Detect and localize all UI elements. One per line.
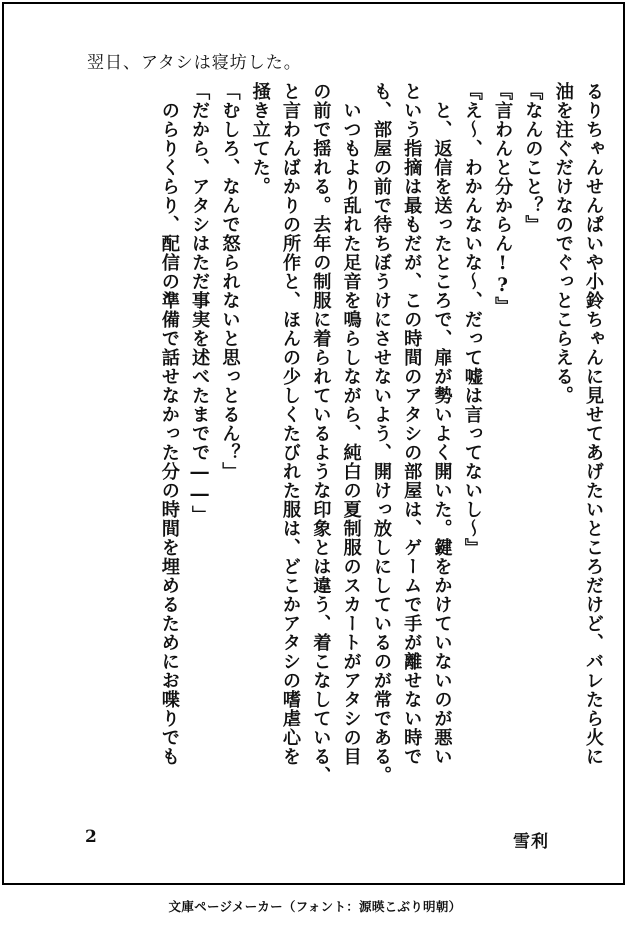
text-line: という指摘は最もだが、この時間のアタシの部屋は、ゲームで手が離せない時で [401,82,423,766]
footer-caption: 文庫ページメーカー（フォント：源暎こぶり明朝） [168,899,462,914]
text-line: と言わんばかりの所作と、ほんの少しくたびれた服は、どこかアタシの嗜虐心を [280,82,302,766]
text-line: 油を注ぐだけなのでぐっとこらえる。 [552,82,574,405]
text-line: の前で揺れる。去年の制服に着られているような印象とは違う、着こなしている、 [310,82,332,785]
page-frame [2,2,625,885]
author-name: 雪利 [513,832,549,852]
text-line: いつもより乱れた足音を鳴らしながら、純白の夏制服のスカートがアタシの目 [340,82,362,766]
text-line: 「だから、アタシはただ事実を述べたまでで――」 [189,82,211,525]
text-line: のらりくらり、配信の準備で話せなかった分の時間を埋めるためにお喋りでも [158,82,180,766]
vertical-text-body [154,82,608,822]
text-line: 『なんのこと？』 [522,82,544,234]
page-header: 翌日、アタシは寝坊した。 [87,53,302,73]
text-line: と、返信を送ったところで、扉が勢いよく開いた。鍵をかけていないのが悪い [431,82,453,766]
page-number: 2 [85,827,97,847]
text-line: も、部屋の前で待ちぼうけにさせないよう、開けっ放しにしているのが常である。 [370,82,392,785]
text-line: 『言わんと分からん!?』 [492,82,514,316]
text-line: 『え〜、わかんないな〜、だって嘘は言ってないし〜』 [461,82,483,557]
text-line: 「むしろ、なんで怒られないと思っとるん？」 [219,82,241,481]
text-line: るりちゃんせんぱいや小鈴ちゃんに見せてあげたいところだけど、バレたら火に [583,82,604,766]
text-line: 掻き立てた。 [249,82,271,196]
